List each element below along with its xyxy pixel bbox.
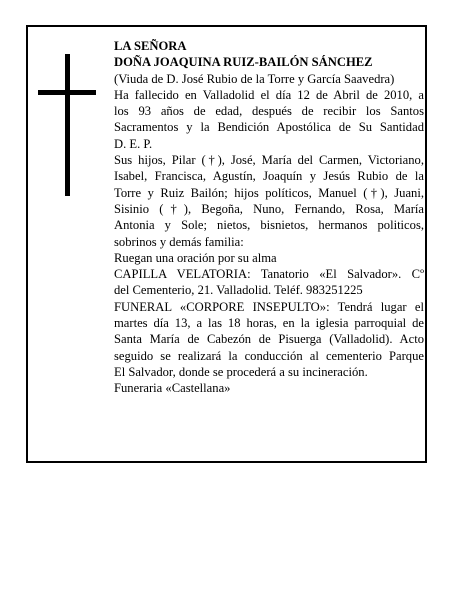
- family-line: sobrinos y demás familia:: [114, 234, 244, 249]
- funeral-line: seguido se realizará la conducción al cementerio Parque: [114, 348, 424, 363]
- funeral-home: Funeraria «Castellana»: [114, 381, 231, 396]
- cross-vertical-bar: [65, 54, 70, 196]
- death-line: los 93 años de edad, después de recibir los Santos: [114, 104, 424, 119]
- rip-line: D. E. P.: [114, 136, 153, 151]
- cross-horizontal-bar: [38, 90, 96, 95]
- family-line: Antonia y Sole; nietos, bisnietos, hermanos politicos,: [114, 218, 424, 233]
- chapel-line: del Cementerio, 21. Valladolid. Teléf. 983251225: [114, 283, 363, 298]
- funeral-line: FUNERAL «CORPORE INSEPULTO»: Tendrá lugar el: [114, 299, 424, 314]
- funeral-line: Santa María de Cabezón de Pisuerga (Valladolid). Acto: [114, 332, 424, 347]
- obituary-text: [114, 38, 424, 397]
- widow-of-line: (Viuda de D. José Rubio de la Torre y García Saavedra): [114, 71, 395, 86]
- family-line: Torre y Ruiz Bailón; hijos políticos, Manuel (†), Juani,: [114, 185, 424, 200]
- family-line: Sisinio (†), Begoña, Nuno, Fernando, Rosa, María: [114, 201, 424, 216]
- funeral-line: martes día 13, a las 18 horas, en la iglesia parroquial de: [114, 316, 424, 331]
- family-line: Isabel, Francisca, Agustín, Joaquín y Jesús Rubio de la: [114, 169, 424, 184]
- notice-title: LA SEÑORA: [114, 39, 187, 53]
- death-line: Sacramentos y la Bendición Apostólica de Su Santidad: [114, 120, 424, 135]
- deceased-name: DOÑA JOAQUINA RUIZ-BAILÓN SÁNCHEZ: [114, 55, 373, 70]
- funeral-line: El Salvador, donde se procederá a su incineración.: [114, 364, 368, 379]
- prayer-line: Ruegan una oración por su alma: [114, 250, 277, 265]
- death-line: Ha fallecido en Valladolid el día 12 de Abril de 2010, a: [114, 87, 424, 102]
- chapel-line: CAPILLA VELATORIA: Tanatorio «El Salvador». Cº: [114, 267, 424, 282]
- family-line: Sus hijos, Pilar (†), José, María del Carmen, Victoriano,: [114, 153, 424, 168]
- cross-icon: [38, 54, 96, 196]
